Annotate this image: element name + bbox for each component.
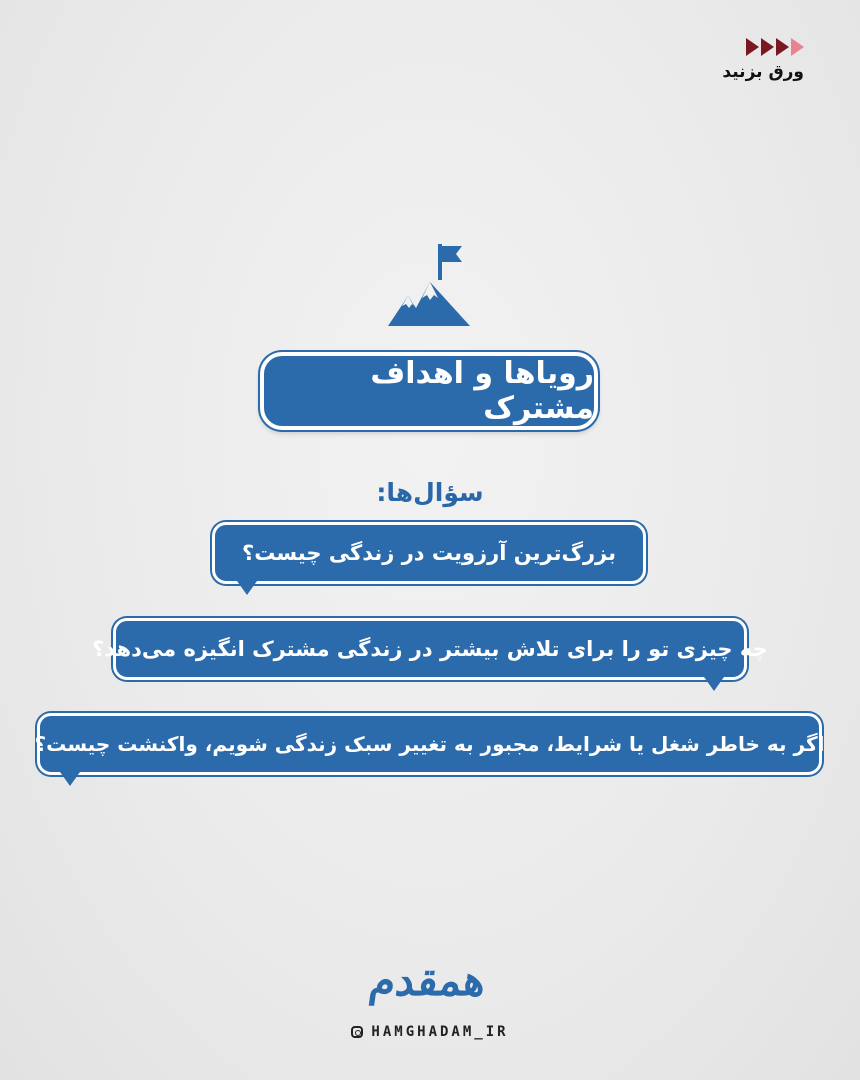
questions-heading: سؤال‌ها: [376, 478, 484, 507]
bubble-tail [704, 677, 724, 691]
social-handle [0, 1024, 860, 1040]
question-text: چه چیزی تو را برای تلاش بیشتر در زندگی مشترک انگیزه می‌دهد؟ [92, 637, 768, 661]
swipe-hint [722, 38, 804, 82]
swipe-label: ورق بزنید [722, 62, 804, 82]
swipe-arrows-icon [744, 38, 804, 56]
brand-logo: همقدم [366, 955, 490, 1005]
mountain-flag-icon [386, 240, 472, 330]
instagram-icon [351, 1026, 363, 1038]
bubble-tail [60, 772, 80, 786]
question-bubble [92, 618, 768, 680]
question-bubble [34, 713, 825, 775]
handle-text: HAMGHADAM_IR [371, 1024, 509, 1040]
bubble-tail [237, 581, 257, 595]
question-text: بزرگ‌ترین آرزویت در زندگی چیست؟ [242, 541, 616, 565]
question-bubble [212, 522, 646, 584]
page-title: رویاها و اهداف مشترک [260, 352, 598, 430]
question-text: اگر به خاطر شغل یا شرایط، مجبور به تغییر سبک زندگی شویم، واکنشت چیست؟ [34, 732, 825, 756]
